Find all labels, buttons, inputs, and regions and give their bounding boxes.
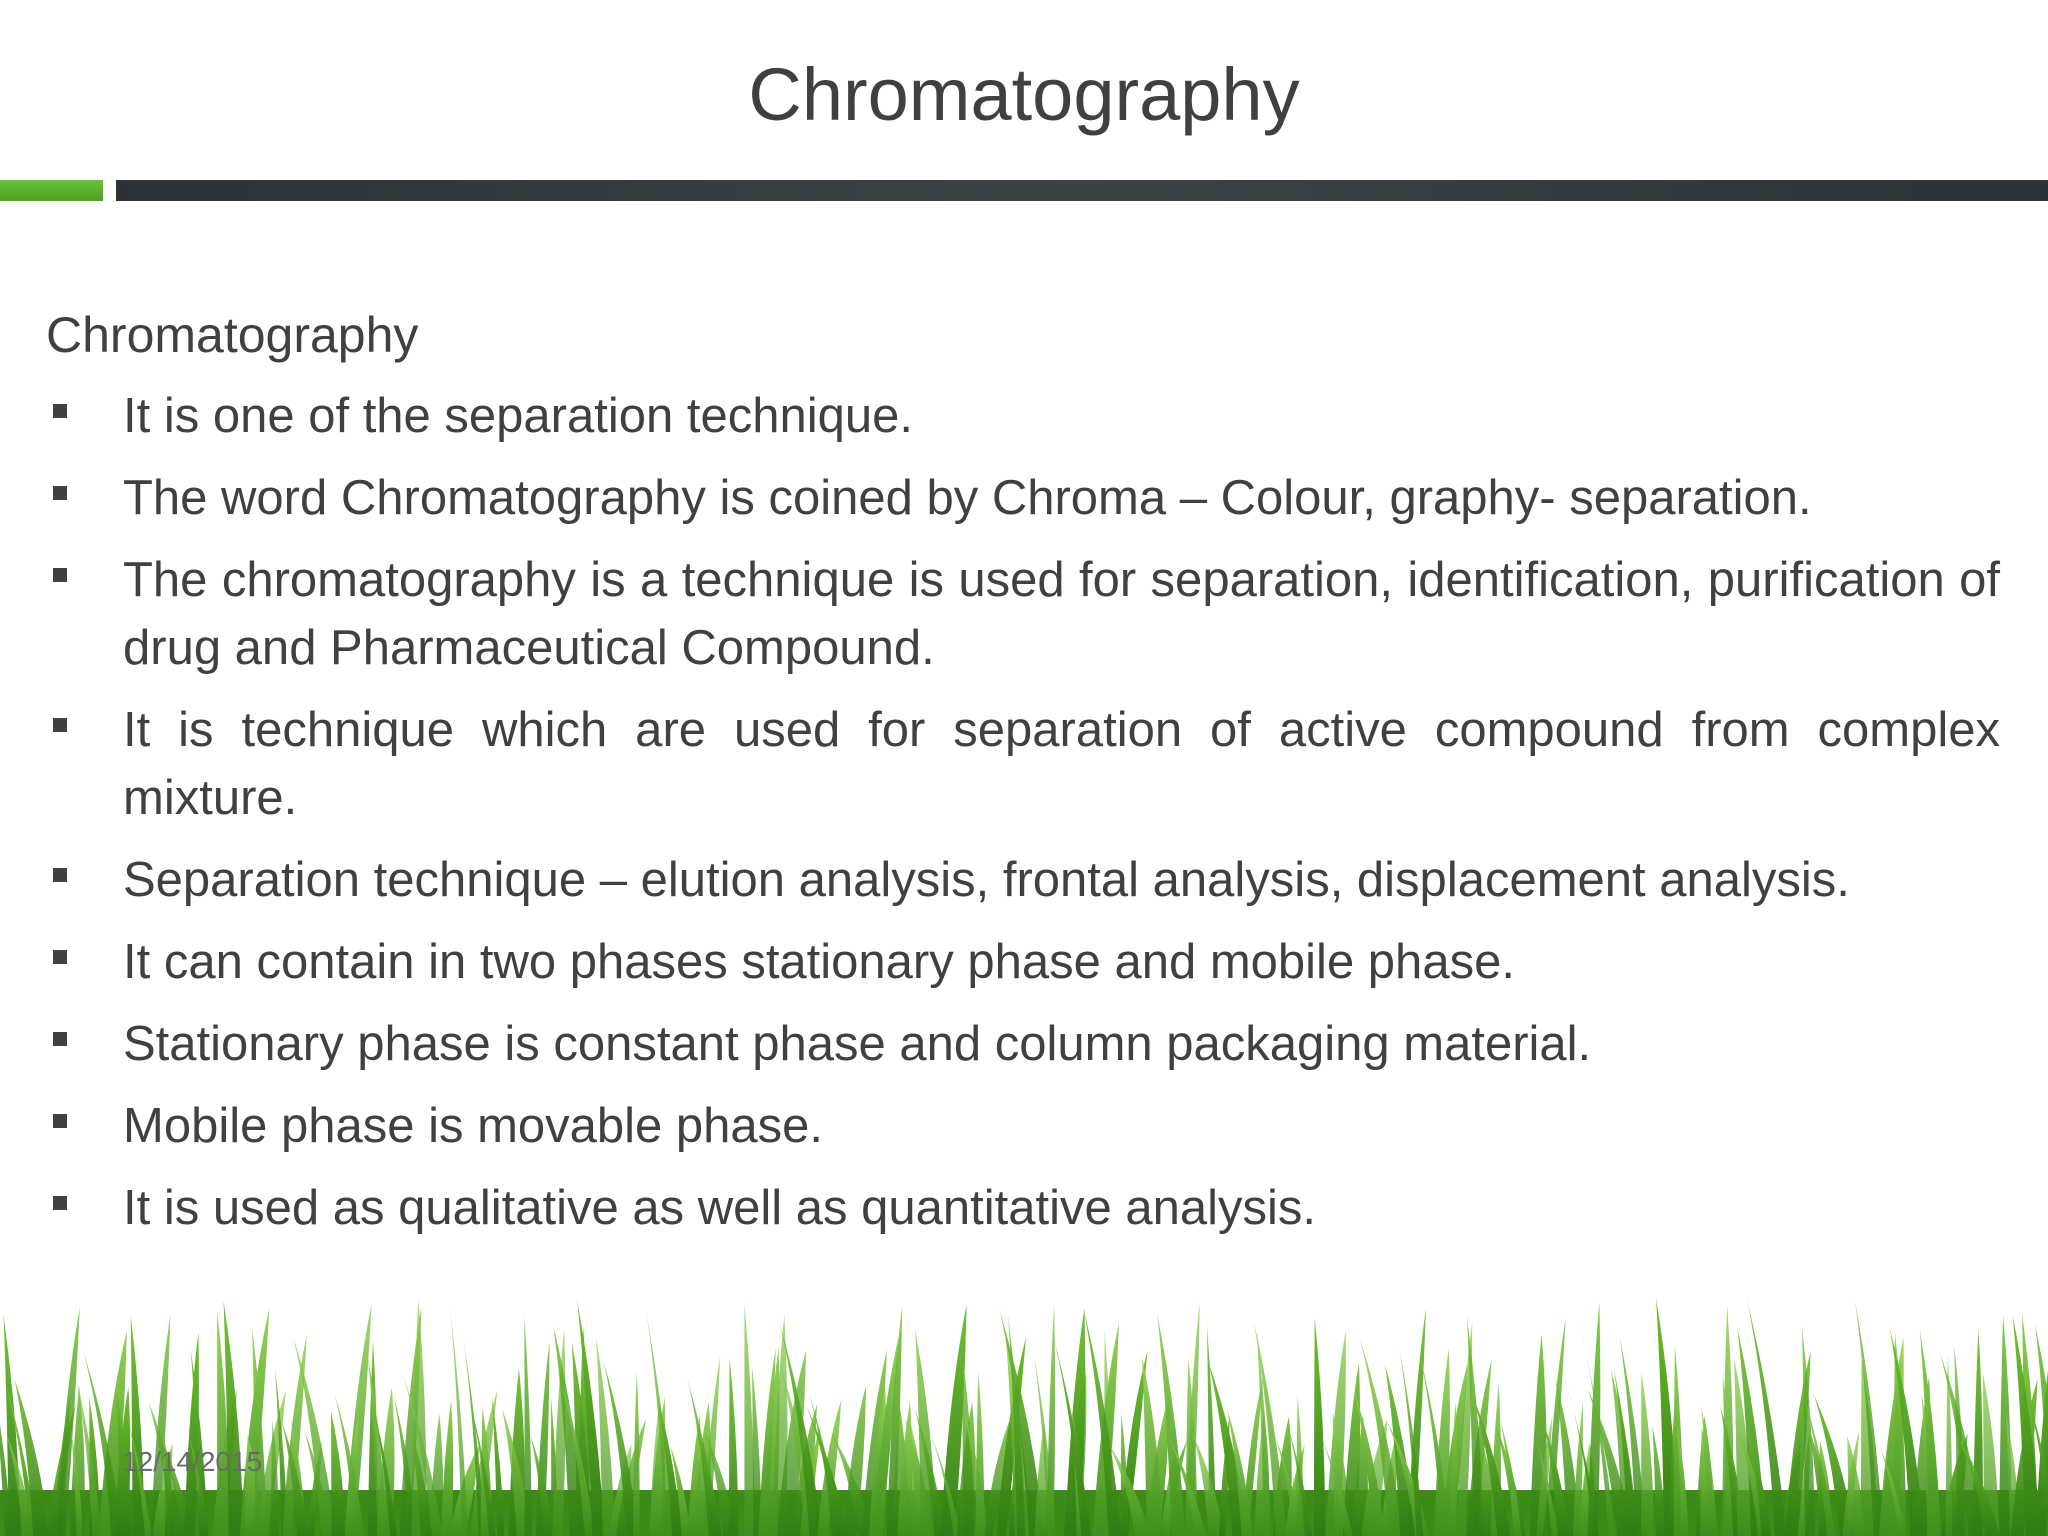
body-heading: Chromatography — [46, 307, 419, 363]
list-item — [46, 382, 2000, 450]
bullet-text: Mobile phase is movable phase. — [123, 1099, 824, 1153]
square-bullet-icon — [53, 868, 67, 882]
grass-decoration — [0, 1290, 2048, 1536]
list-item — [46, 696, 2000, 832]
bullet-text: It is one of the separation technique. — [123, 389, 913, 443]
slide-title: Chromatography — [748, 53, 1300, 136]
list-item — [46, 1010, 2000, 1078]
square-bullet-icon — [53, 1032, 67, 1046]
square-bullet-icon — [53, 718, 67, 732]
green-accent-bar — [0, 180, 103, 201]
list-item — [46, 1174, 2000, 1242]
bullet-text: The chromatography is a technique is used for separation, identification, purification of drug and Pharmaceutical Compound. — [123, 553, 2000, 675]
list-item — [46, 846, 2000, 914]
square-bullet-icon — [53, 486, 67, 500]
square-bullet-icon — [53, 568, 67, 582]
list-item — [46, 464, 2000, 532]
list-item — [46, 546, 2000, 682]
bullet-text: It is technique which are used for separation of active compound from complex mixture. — [123, 703, 2000, 825]
square-bullet-icon — [53, 950, 67, 964]
slide-date: 12/14/2015 — [122, 1446, 263, 1477]
bullet-text: Separation technique – elution analysis, frontal analysis, displacement analysis. — [123, 853, 1850, 907]
square-bullet-icon — [53, 1196, 67, 1210]
bullet-text: It can contain in two phases stationary phase and mobile phase. — [123, 935, 1515, 989]
square-bullet-icon — [53, 404, 67, 418]
bullet-text: The word Chromatography is coined by Chroma – Colour, graphy- separation. — [123, 471, 1812, 525]
list-item — [46, 928, 2000, 996]
bullet-text: It is used as qualitative as well as quantitative analysis. — [123, 1181, 1316, 1235]
bullet-list — [46, 382, 2000, 1242]
list-item — [46, 1092, 2000, 1160]
dark-title-bar — [116, 180, 2048, 201]
bullet-text: Stationary phase is constant phase and column packaging material. — [123, 1017, 1592, 1071]
square-bullet-icon — [53, 1114, 67, 1128]
slide-body — [46, 300, 2000, 1256]
